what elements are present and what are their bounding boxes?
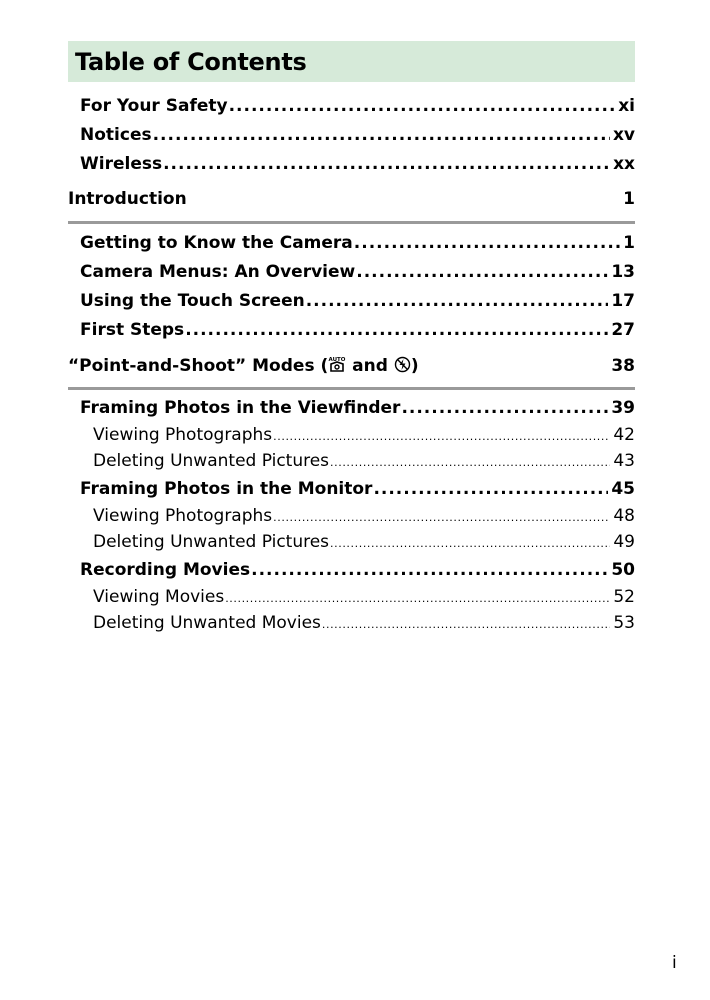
toc-entry-label: Getting to Know the Camera: [80, 233, 353, 253]
chapter-label-suffix: ): [410, 356, 419, 376]
toc-entry-page: 53: [613, 613, 635, 633]
toc-entry-recording-movies[interactable]: [80, 560, 635, 580]
toc-entry-label: Wireless: [80, 154, 163, 174]
toc-entry-label: Deleting Unwanted Movies: [93, 613, 321, 633]
toc-entry-label: First Steps: [80, 320, 185, 340]
chapter-heading-point-and-shoot-modes[interactable]: [68, 355, 635, 376]
toc-entry-label: Deleting Unwanted Pictures: [93, 532, 330, 552]
toc-entry-using-the-touch-screen[interactable]: [80, 291, 635, 311]
toc-entry-page: 52: [613, 587, 635, 607]
toc-entry-framing-viewfinder[interactable]: [80, 398, 635, 418]
dot-leader: [356, 262, 608, 282]
toc-entry-label: Recording Movies: [80, 560, 251, 580]
chapter-label: Introduction: [68, 189, 187, 209]
toc-entry-page: 42: [613, 425, 635, 445]
toc-entry-page: xv: [612, 125, 635, 145]
chapter-heading-introduction[interactable]: [68, 189, 635, 209]
dot-leader: [185, 320, 608, 340]
chapter-label-prefix: “Point-and-Shoot” Modes (: [68, 356, 329, 376]
toc-entry-page: 17: [611, 291, 635, 311]
chapter-divider: [68, 387, 635, 390]
auto-mode-icon: [328, 355, 346, 373]
toc-entry-label: Using the Touch Screen: [80, 291, 305, 311]
toc-entry-label: Framing Photos in the Monitor: [80, 479, 373, 499]
dot-leader: [306, 291, 609, 311]
toc-entry-page: 49: [613, 532, 635, 552]
toc-entry-page: 43: [613, 451, 635, 471]
toc-entry-page: 39: [611, 398, 635, 418]
dot-leader: [322, 618, 610, 631]
dot-leader: [153, 125, 610, 145]
toc-entry-page: 50: [611, 560, 635, 580]
flash-off-icon: [394, 356, 411, 373]
dot-leader: [251, 560, 608, 580]
toc-entry-first-steps[interactable]: [80, 320, 635, 340]
toc-subentry-deleting-unwanted-pictures[interactable]: [93, 532, 635, 552]
page-title: Table of Contents: [75, 47, 307, 76]
toc-entry-page: xi: [618, 96, 635, 116]
dot-leader: [163, 154, 610, 174]
toc-entry-label: For Your Safety: [80, 96, 228, 116]
toc-entry-page: 1: [623, 233, 635, 253]
toc-entry-wireless[interactable]: [80, 154, 635, 174]
toc-entry-page: 13: [611, 262, 635, 282]
toc-entry-label: Framing Photos in the Viewfinder: [80, 398, 401, 418]
toc-entry-label: Viewing Photographs: [93, 506, 273, 526]
toc-entry-for-your-safety[interactable]: [80, 96, 635, 116]
chapter-page: 1: [623, 189, 635, 209]
toc-subentry-viewing-photographs[interactable]: [93, 425, 635, 445]
dot-leader: [229, 96, 616, 116]
toc-subentry-deleting-unwanted-movies[interactable]: [93, 613, 635, 633]
toc-subentry-viewing-movies[interactable]: [93, 587, 635, 607]
auto-mode-icon-text: AUTO: [328, 357, 346, 363]
toc-entry-label: Viewing Movies: [93, 587, 225, 607]
toc-entry-page: 27: [611, 320, 635, 340]
chapter-label: [68, 355, 419, 376]
toc-subentry-deleting-unwanted-pictures[interactable]: [93, 451, 635, 471]
dot-leader: [273, 430, 610, 443]
toc-entry-getting-to-know-the-camera[interactable]: [80, 233, 635, 253]
dot-leader: [330, 456, 610, 469]
page-number: i: [672, 953, 677, 973]
dot-leader: [330, 537, 610, 550]
toc-entry-page: 45: [611, 479, 635, 499]
dot-leader: [354, 233, 620, 253]
toc-subentry-viewing-photographs[interactable]: [93, 506, 635, 526]
dot-leader: [273, 511, 610, 524]
chapter-label-and: and: [346, 356, 394, 376]
chapter-page: 38: [611, 356, 635, 376]
toc-entry-page: 48: [613, 506, 635, 526]
dot-leader: [225, 592, 610, 605]
toc-entry-camera-menus[interactable]: [80, 262, 635, 282]
toc-header: [68, 41, 635, 82]
toc-entry-framing-monitor[interactable]: [80, 479, 635, 499]
toc-entry-label: Notices: [80, 125, 152, 145]
dot-leader: [373, 479, 608, 499]
toc-entry-page: xx: [613, 154, 635, 174]
toc-entry-label: Deleting Unwanted Pictures: [93, 451, 330, 471]
dot-leader: [401, 398, 608, 418]
toc-entry-label: Camera Menus: An Overview: [80, 262, 356, 282]
toc-entry-notices[interactable]: [80, 125, 635, 145]
toc-entry-label: Viewing Photographs: [93, 425, 273, 445]
chapter-divider: [68, 221, 635, 224]
